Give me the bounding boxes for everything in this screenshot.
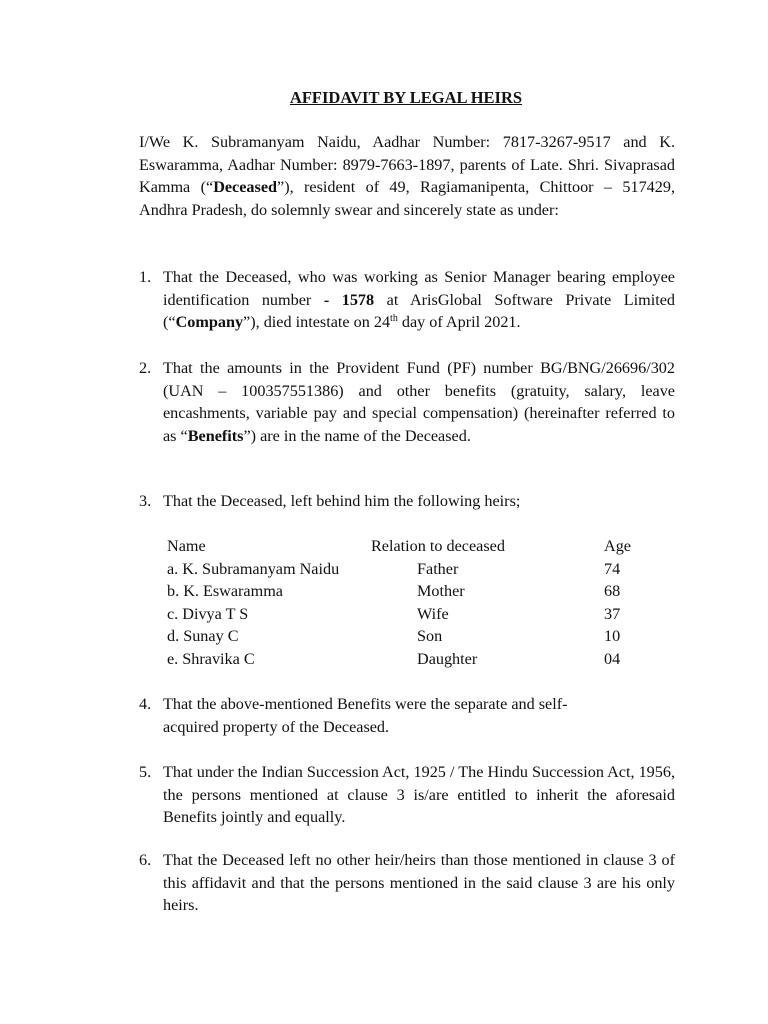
heir-age: 74	[604, 559, 621, 578]
clause-1-bold-company: Company	[175, 313, 244, 332]
clause-4	[139, 693, 675, 738]
clause-text: That the Deceased left no other heir/heirs than those mentioned in clause 3 of this affidavit and that the persons mentioned in the said clause 3 are his only heirs.	[163, 851, 675, 915]
heir-age: 37	[604, 604, 621, 623]
heir-relation: Son	[417, 627, 443, 646]
column-header-name: Name	[167, 537, 206, 555]
table-row	[167, 603, 647, 626]
clause-text	[163, 357, 675, 447]
clause-2-text-2: ”) are in the name of the Deceased.	[243, 426, 471, 445]
clause-1-text-2: at ArisGlobal Software Private Limited (“	[163, 290, 676, 332]
table-row	[167, 558, 647, 581]
table-row	[167, 580, 647, 603]
clause-1-text-3: ”), died intestate on 24	[243, 313, 391, 332]
heirs-table	[167, 535, 647, 671]
clause-number: 5.	[139, 763, 152, 781]
clause-4-line-2: acquired property of the Deceased.	[163, 717, 390, 736]
clause-number: 1.	[139, 268, 152, 286]
heir-name: a. K. Subramanyam Naidu	[167, 559, 340, 578]
clause-number: 2.	[139, 359, 152, 377]
clause-5	[139, 761, 675, 829]
document-title: AFFIDAVIT BY LEGAL HEIRS	[289, 88, 523, 107]
column-header-relation: Relation to deceased	[371, 537, 505, 555]
clause-6	[139, 849, 675, 917]
clause-number: 4.	[139, 695, 152, 713]
intro-text-2: ”), resident of 49, Ragiamanipenta, Chittoor – 517429, Andhra Pradesh, do solemnly swear and sincerely state as under:	[139, 178, 675, 219]
clause-1-employee-id: - 1578	[323, 290, 375, 309]
table-row	[167, 625, 647, 648]
clause-2-bold-benefits: Benefits	[187, 426, 244, 445]
heir-name: b. K. Eswaramma	[167, 582, 283, 601]
clause-4-line-1: That the above-mentioned Benefits were the separate and self-	[163, 695, 568, 713]
table-row	[167, 648, 647, 671]
heir-age: 04	[604, 649, 621, 668]
clause-text	[163, 266, 675, 334]
clause-2	[139, 357, 675, 447]
intro-text-1: I/We K. Subramanyam Naidu, Aadhar Number: 7817-3267-9517 and K. Eswaramma, Aadhar Number: 8979-7663-1897, parents of Late. Shri. Sivaprasad Kamma (“	[139, 133, 675, 197]
clause-3	[139, 490, 675, 513]
clause-text: That the Deceased, left behind him the following heirs;	[163, 492, 521, 510]
heir-age: 68	[604, 582, 621, 601]
heir-name: e. Shravika C	[167, 649, 255, 668]
heir-relation: Mother	[417, 582, 465, 601]
intro-paragraph	[139, 131, 675, 221]
heir-name: d. Sunay C	[167, 627, 239, 646]
heir-relation: Father	[417, 559, 459, 578]
clause-text	[163, 693, 675, 738]
heir-age: 10	[604, 627, 621, 646]
clause-text: That under the Indian Succession Act, 1925 / The Hindu Succession Act, 1956, the persons mentioned at clause 3 is/are entitled to inherit the aforesaid Benefits jointly and equally.	[163, 763, 675, 827]
clause-number: 3.	[139, 492, 152, 510]
clause-1-text-1: That the Deceased, who was working as Senior Manager bearing employee identification number	[163, 268, 675, 309]
intro-bold-deceased: Deceased	[213, 178, 278, 197]
clause-1	[139, 266, 675, 334]
table-header-row	[167, 535, 647, 558]
heir-relation: Daughter	[417, 649, 478, 668]
clause-number: 6.	[139, 851, 152, 869]
clause-1-superscript: th	[390, 313, 398, 325]
heir-relation: Wife	[417, 604, 449, 623]
clause-1-text-4: day of April 2021.	[401, 313, 521, 332]
clause-2-text-1: That the amounts in the Provident Fund (PF) number BG/BNG/26696/302 (UAN – 100357551386) and other benefits (gratuity, salary, leave encashments, variable pay and special compensation) (hereinafter referred to as “	[163, 359, 675, 445]
heir-name: c. Divya T S	[167, 604, 249, 623]
column-header-age: Age	[604, 537, 631, 555]
